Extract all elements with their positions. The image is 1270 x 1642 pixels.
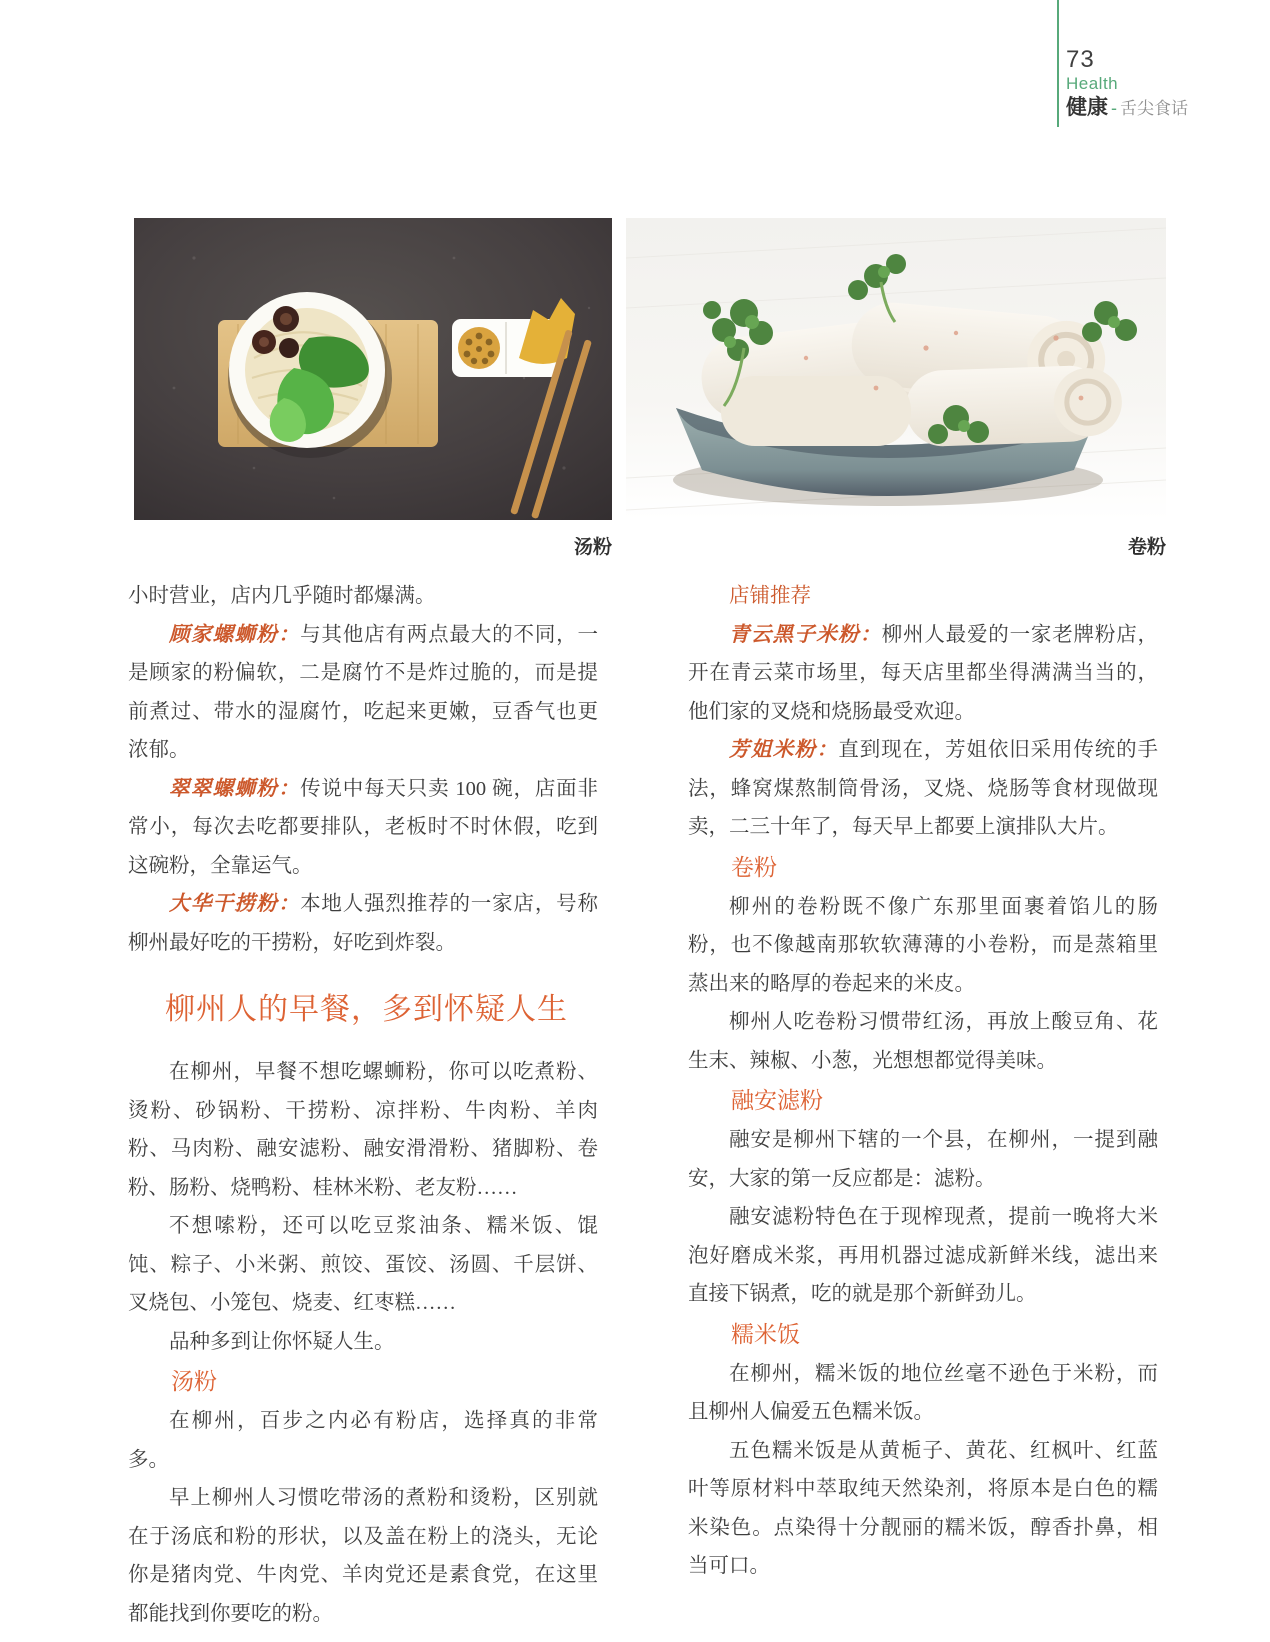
left-column [128,577,598,1633]
section-heading-sticky-rice: 糯米饭 [731,1320,800,1347]
body-paragraph: 在柳州，早餐不想吃螺蛳粉，你可以吃煮粉、烫粉、砂锅粉、干捞粉、凉拌粉、牛肉粉、羊肉粉、马肉粉、融安滤粉、融安滑滑粉、猪脚粉、卷粉、肠粉、烧鸭粉、桂林米粉、老友粉…… [128,1061,598,1199]
rice-roll-photo [626,218,1166,520]
section-heading-soup-noodles: 汤粉 [171,1368,217,1394]
page-header [1066,46,1188,123]
body-paragraph: 早上柳州人习惯吃带汤的煮粉和烫粉，区别就在于汤底和粉的形状，以及盖在粉上的浇头，无论你是猪肉党、牛肉党、羊肉党还是素食党，在这里都能找到你要吃的粉。 [128,1487,598,1625]
shop-paragraph [128,616,598,770]
body-paragraph: 柳州人吃卷粉习惯带红汤，再放上酸豆角、花生末、辣椒、小葱，光想想都觉得美味。 [688,1011,1158,1072]
shop-description: 本地人强烈推荐的一家店，号称柳州最好吃的干捞粉，好吃到炸裂。 [128,893,599,954]
shop-description: 与其他店有两点最大的不同，一是顾家的粉偏软，二是腐竹不是炸过脆的，而是提前煮过、带水的湿腐竹，吃起来更嫩，豆香气也更浓郁。 [128,623,599,761]
body-paragraph: 在柳州，糯米饭的地位丝毫不逊色于米粉，而且柳州人偏爱五色糯米饭。 [688,1362,1158,1423]
shop-paragraph [688,731,1158,847]
body-paragraph: 五色糯米饭是从黄栀子、黄花、红枫叶、红蓝叶等原材料中萃取纯天然染剂，将原本是白色的糯米染色。点染得十分靓丽的糯米饭，醇香扑鼻，相当可口。 [688,1439,1158,1577]
article-headline: 柳州人的早餐，多到怀疑人生 [165,993,568,1026]
section-heading-rice-rolls: 卷粉 [731,853,777,880]
right-column [688,577,1158,1586]
shop-description: 传说中每天只卖 100 碗，店面非常小，每次去吃都要排队，老板时不时休假，吃到这碗粉，全靠运气。 [128,777,599,877]
shop-description: 柳州人最爱的一家老牌粉店，开在青云菜市场里，每天店里都坐得满满当当的，他们家的叉烧和烧肠最受欢迎。 [688,623,1159,723]
shop-name-label: 青云黑子米粉： [729,623,882,646]
left-photo-caption: 汤粉 [573,537,612,558]
shop-paragraph [128,885,598,962]
section-dash: - [1111,98,1117,118]
shop-description: 直到现在，芳姐依旧采用传统的手法，蜂窝煤熬制筒骨汤，叉烧、烧肠等食材现做现卖，二三十年了，每天早上都要上演排队大片。 [688,739,1159,838]
body-paragraph: 融安滤粉特色在于现榨现煮，提前一晚将大米泡好磨成米浆，再用机器过滤成新鲜米线，滤出来直接下锅煮，吃的就是那个新鲜劲儿。 [688,1206,1158,1305]
section-name-row [1066,95,1188,123]
section-name-zh: 健康 [1066,96,1108,119]
body-paragraph: 融安是柳州下辖的一个县，在柳州，一提到融安，大家的第一反应都是：滤粉。 [688,1129,1158,1190]
shop-name-label: 翠翠螺蛳粉： [169,777,301,800]
header-divider-line [1057,0,1059,127]
shop-paragraph [128,770,598,886]
shop-name-label: 大华干捞粉： [169,893,301,915]
section-heading-shop-recommendations: 店铺推荐 [729,585,811,607]
section-name-en: Health [1066,74,1119,93]
soup-noodle-illustration [134,218,612,520]
body-paragraph: 品种多到让你怀疑人生。 [169,1330,395,1353]
page-number: 73 [1066,46,1095,73]
shop-paragraph [688,616,1158,732]
body-paragraph: 不想嗦粉，还可以吃豆浆油条、糯米饭、馄饨、粽子、小米粥、煎饺、蛋饺、汤圆、千层饼、叉烧包、小笼包、烧麦、红枣糕…… [128,1215,598,1314]
body-paragraph: 柳州的卷粉既不像广东那里面裹着馅儿的肠粉，也不像越南那软软薄薄的小卷粉，而是蒸箱里蒸出来的略厚的卷起来的米皮。 [688,895,1158,995]
body-paragraph: 在柳州，百步之内必有粉店，选择真的非常多。 [128,1410,598,1471]
soup-noodle-photo [134,218,612,520]
rice-roll-illustration [626,218,1166,520]
shop-name-label: 顾家螺蛳粉： [169,623,301,646]
paragraph-continuation: 小时营业，店内几乎随时都爆满。 [128,585,436,607]
section-heading-rongan-filtered-noodles: 融安滤粉 [731,1087,823,1113]
shop-name-label: 芳姐米粉： [729,739,839,761]
section-topic: 舌尖食话 [1120,99,1188,118]
right-photo-caption: 卷粉 [1127,537,1166,558]
